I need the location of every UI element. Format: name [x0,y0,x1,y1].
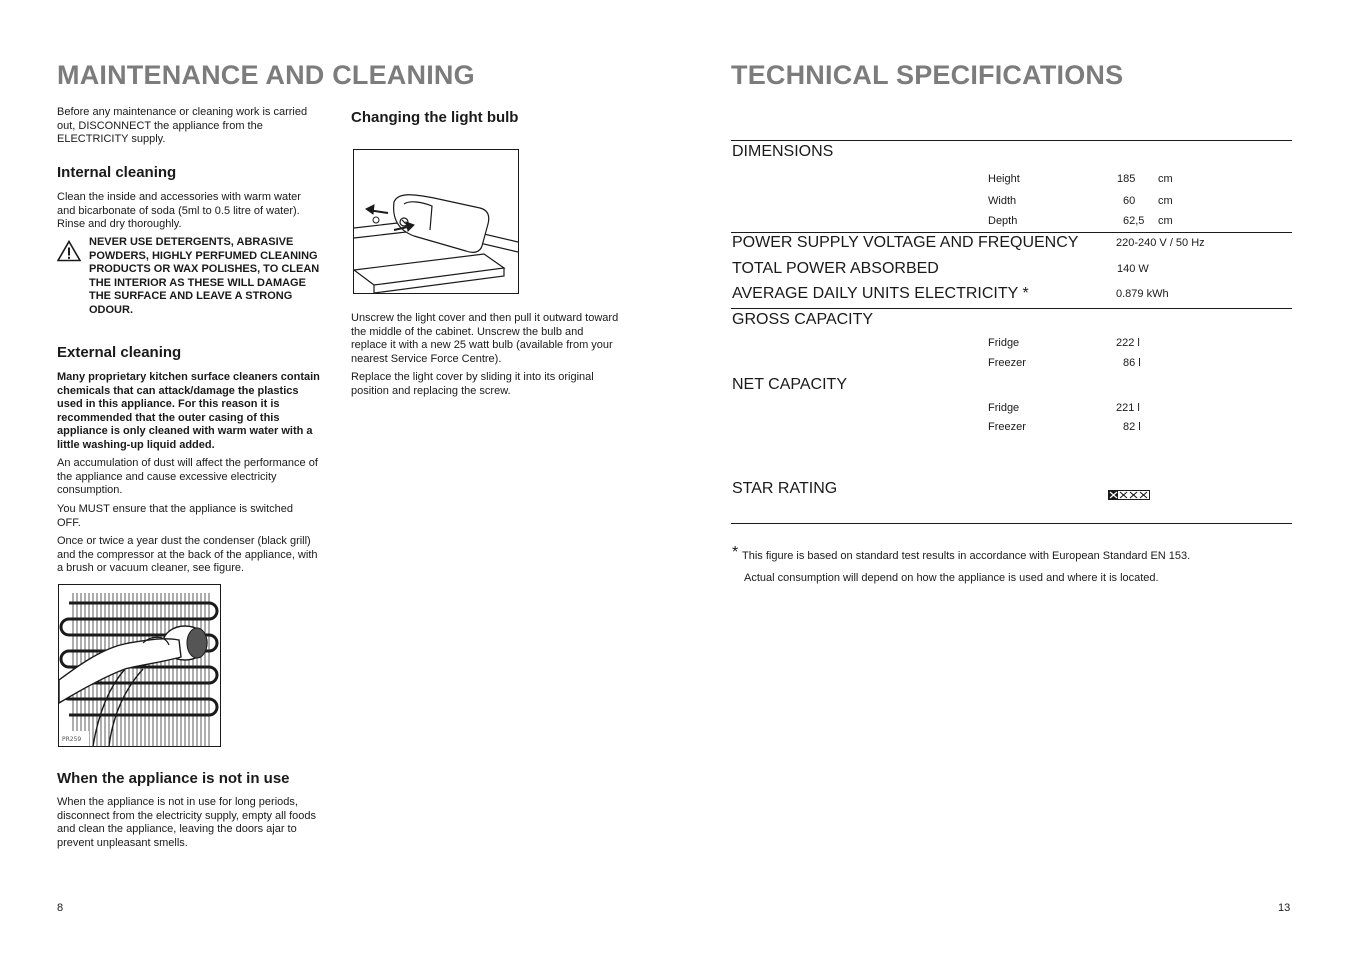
net-freezer-label: Freezer [988,421,1026,433]
internal-cleaning-text: Clean the inside and accessories with warm water and bicarbonate of soda (5ml to 0.5 litre of water). Rinse and dry thoroughly. [57,191,301,231]
external-dust-text: An accumulation of dust will affect the performance of the appliance and cause excessive electricity consumption. [57,457,318,497]
width-value: 60 [1123,195,1136,207]
height-unit: cm [1158,173,1173,185]
internal-cleaning-heading: Internal cleaning [57,164,177,181]
light-bulb-text-2: Replace the light cover by sliding it into its original position and replacing the screw. [351,371,594,397]
gross-capacity-label: GROSS CAPACITY [732,311,874,328]
external-switch-off-text: You MUST ensure that the appliance is switched OFF. [57,503,294,529]
power-supply-label: POWER SUPPLY VOLTAGE AND FREQUENCY [732,234,1079,251]
daily-units-value: 0.879 kWh [1116,288,1169,300]
total-power-value: 140 W [1117,263,1149,275]
not-in-use-heading: When the appliance is not in use [57,770,290,787]
external-condenser-text: Once or twice a year dust the condenser (black grill) and the compressor at the back of the appliance, with a brush or vacuum cleaner, see figure. [57,535,318,575]
power-supply-value: 220-240 V / 50 Hz [1116,237,1205,249]
depth-value: 62,5 [1123,215,1145,227]
light-bulb-heading: Changing the light bulb [351,109,519,126]
condenser-cleaning-figure [58,584,221,747]
net-fridge-label: Fridge [988,402,1020,414]
spec-divider-top [731,140,1292,141]
net-freezer-value: 82 l [1123,421,1141,433]
external-warning-text: Many proprietary kitchen surface cleaners contain chemicals that can attack/damage the plastics used in this appliance. For this reason it is recommended that the outer casing of this appliance is only cleaned with warm water with a little washing-up liquid added. [57,371,320,451]
height-value: 185 [1117,173,1136,185]
depth-label: Depth [988,215,1018,227]
gross-freezer-label: Freezer [988,357,1026,369]
footnote-line-2: Actual consumption will depend on how the appliance is used and where it is located. [744,572,1159,584]
star-rating-icon [1108,487,1150,497]
not-in-use-text: When the appliance is not in use for long periods, disconnect from the electricity supply, empty all foods and clean the appliance, leaving the doors ajar to prevent unpleasant smells. [57,796,317,849]
gross-fridge-value: 222 l [1116,337,1140,349]
dimensions-label: DIMENSIONS [732,143,834,160]
width-unit: cm [1158,195,1173,207]
star-rating-label: STAR RATING [732,480,838,497]
internal-warning-text: NEVER USE DETERGENTS, ABRASIVE POWDERS, HIGHLY PERFUMED CLEANING PRODUCTS OR WAX POLISHES, TO CLEAN THE INTERIOR AS THESE WILL DAMAGE THE SURFACE AND LEAVE A STRONG ODOUR. [89,236,320,316]
spec-divider-3 [731,308,1292,309]
page-number-left: 8 [57,902,64,914]
light-bulb-figure [353,149,519,294]
gross-fridge-label: Fridge [988,337,1020,349]
footnote-marker: * [732,544,739,561]
height-label: Height [988,173,1020,185]
footnote-line-1: This figure is based on standard test results in accordance with European Standard EN 153. [742,550,1191,562]
spec-divider-bottom [731,523,1292,524]
total-power-label: TOTAL POWER ABSORBED [732,260,939,277]
intro-text: Before any maintenance or cleaning work is carried out, DISCONNECT the appliance from the ELECTRICITY supply. [57,106,308,146]
page-title-maintenance: MAINTENANCE AND CLEANING [57,60,475,90]
figure-code: PR259 [62,736,82,743]
warning-icon [57,240,83,264]
net-capacity-label: NET CAPACITY [732,376,847,393]
page-number-right: 13 [1278,902,1291,914]
spec-divider-2 [731,232,1292,233]
gross-freezer-value: 86 l [1123,357,1141,369]
page-title-technical-specifications: TECHNICAL SPECIFICATIONS [731,60,1124,90]
net-fridge-value: 221 l [1116,402,1140,414]
external-cleaning-heading: External cleaning [57,344,182,361]
daily-units-label: AVERAGE DAILY UNITS ELECTRICITY * [732,285,1029,302]
depth-unit: cm [1158,215,1173,227]
width-label: Width [988,195,1017,207]
light-bulb-text-1: Unscrew the light cover and then pull it outward toward the middle of the cabinet. Unscrew the bulb and replace it with a new 25 watt bulb (available from your nearest Service Force Centre). [351,312,619,365]
